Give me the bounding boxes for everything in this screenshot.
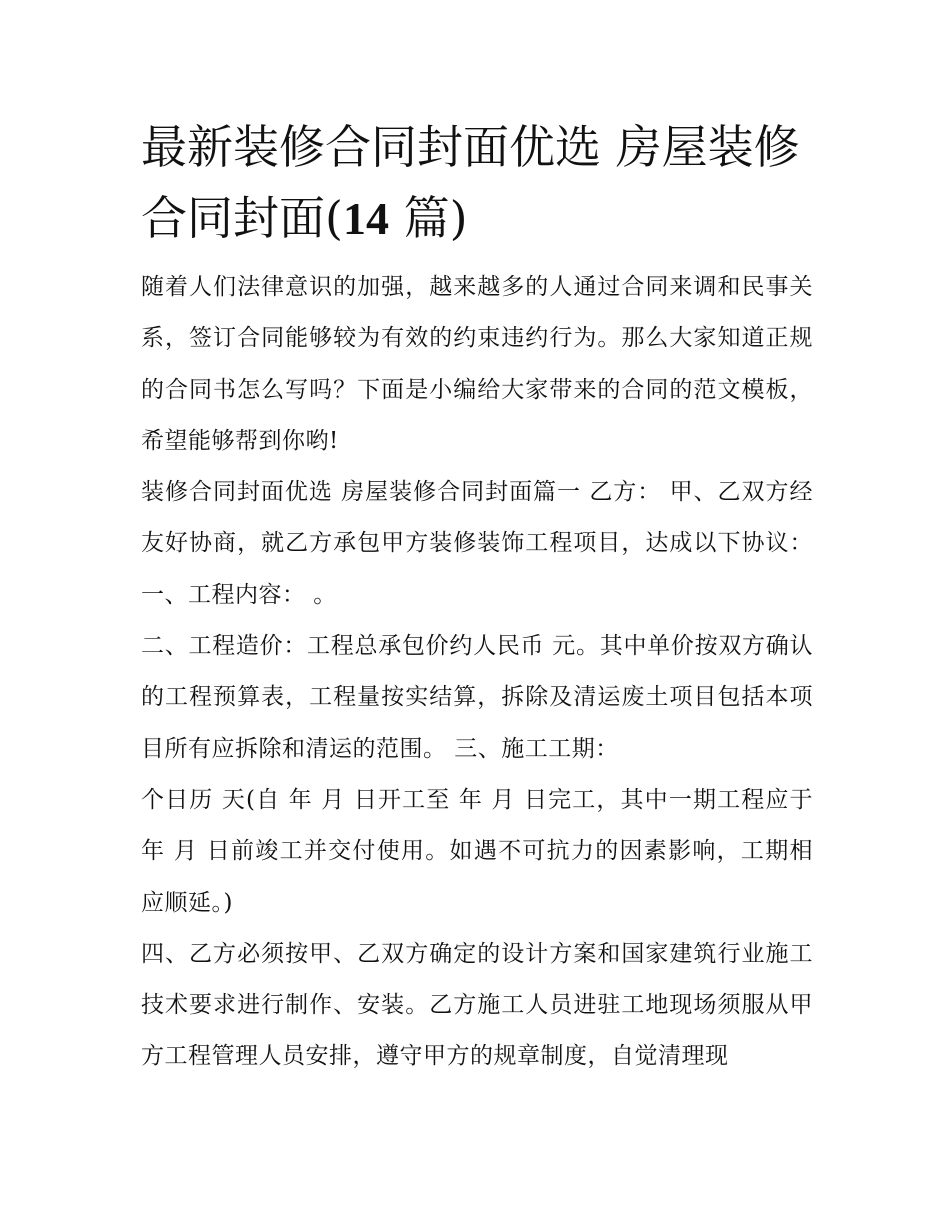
document-title: [141, 112, 813, 254]
title-tail: 篇): [388, 191, 468, 245]
title-count: 14: [342, 193, 389, 244]
document-page: [141, 112, 813, 1083]
paragraph-3: 个日历 天(自 年 月 日开工至 年 月 日完工，其中一期工程应于 年 月 日前竣工并交付使用。如遇不可抗力的因素影响，工期相应顺延。): [141, 786, 813, 916]
title-main: 最新装修合同封面优选 房屋装修合同封面(: [141, 120, 800, 245]
paragraph-1: 装修合同封面优选 房屋装修合同封面篇一 乙方： 甲、乙双方经友好协商，就乙方承包甲方装修装饰工程项目，达成以下协议： 一、工程内容： 。: [141, 479, 813, 608]
paragraph-intro: 随着人们法律意识的加强，越来越多的人通过合同来调和民事关系，签订合同能够较为有效的约束违约行为。那么大家知道正规的合同书怎么写吗？下面是小编给大家带来的合同的范文模板，希望能够帮到你哟!: [141, 274, 813, 454]
paragraph-4: 四、乙方必须按甲、乙双方确定的设计方案和国家建筑行业施工技术要求进行制作、安装。乙方施工人员进驻工地现场须服从甲方工程管理人员安排，遵守甲方的规章制度，自觉清理现: [141, 940, 813, 1070]
paragraph-2: 二、工程造价：工程总承包价约人民币 元。其中单价按双方确认的工程预算表，工程量按实结算，拆除及清运废土项目包括本项目所有应拆除和清运的范围。 三、施工工期：: [141, 633, 813, 762]
